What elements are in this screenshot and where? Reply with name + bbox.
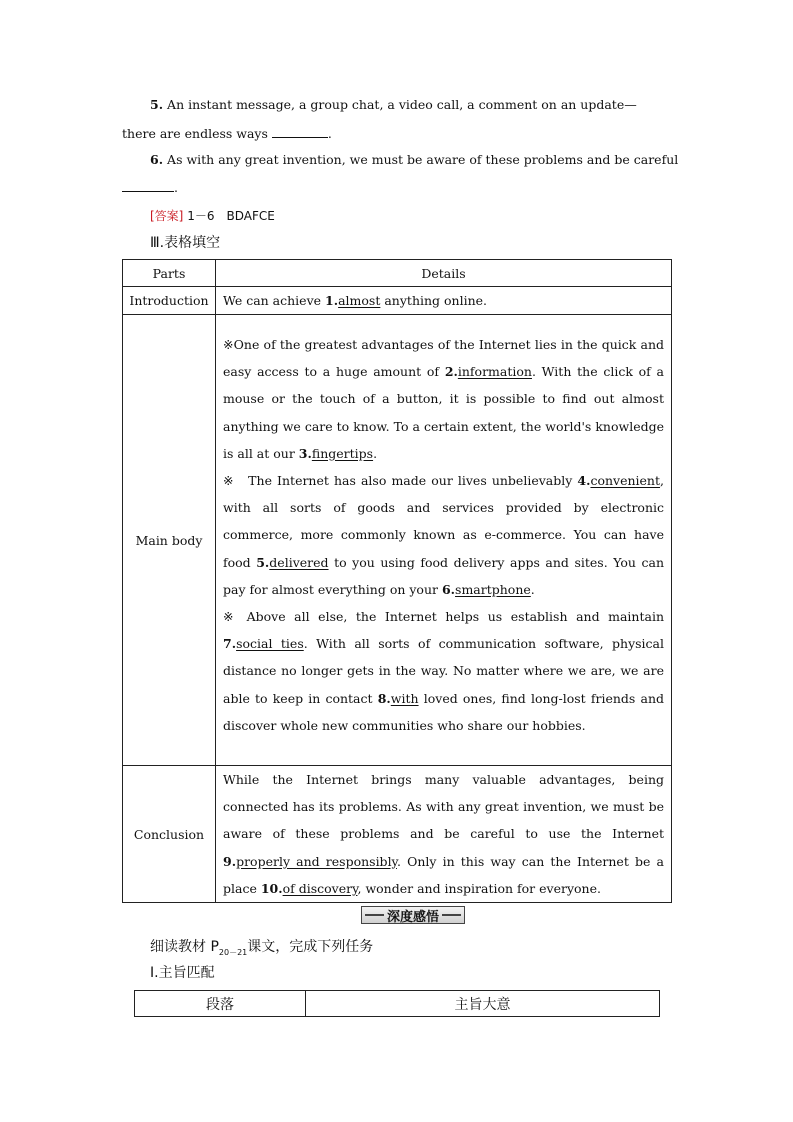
header-parts: Parts	[123, 260, 216, 287]
filled-answer: fingertips	[311, 445, 374, 461]
row-details-main-body	[216, 315, 672, 766]
question-6-line-2: .	[122, 179, 178, 195]
header-paragraph: 段落	[135, 991, 306, 1017]
table-row-introduction	[123, 287, 672, 315]
section-heading-main-idea: Ⅰ.主旨匹配	[150, 965, 215, 981]
filled-answer: almost	[338, 293, 381, 308]
question-6-line-1: 6. As with any great invention, we must be aware of these problems and be careful	[150, 152, 679, 167]
filled-answer: with	[390, 690, 419, 706]
main-body-paragraph-1: ※One of the greatest advantages of the Internet lies in the quick and easy access to a huge amount of 2.information. With the click of a mouse or the touch of a button, it is possible to find out almost anything we care to know. To a certain extent, the world's knowledge is all at our 3.fingertips.	[223, 336, 664, 461]
section-banner-deep-understanding: 深度感悟	[361, 906, 465, 924]
question-5-line-2: there are endless ways .	[122, 126, 332, 141]
banner-bar-left	[365, 914, 384, 916]
header-main-idea: 主旨大意	[306, 991, 660, 1017]
banner-bar-right	[442, 914, 461, 916]
filled-answer: social ties	[236, 636, 304, 652]
table-row-conclusion	[123, 766, 672, 903]
answer-line: [答案] 1－6 BDAFCE	[150, 209, 275, 223]
filled-answer: delivered	[269, 554, 329, 570]
row-label-conclusion: Conclusion	[123, 766, 216, 903]
answer-blank	[272, 125, 328, 138]
row-label-introduction: Introduction	[123, 287, 216, 315]
filled-answer: properly and responsibly	[236, 853, 397, 869]
row-details-introduction: We can achieve 1.almost anything online.	[216, 287, 672, 315]
task-instruction: 细读教材 $P_{20-21}$课文，完成下列任务	[150, 939, 374, 957]
conclusion-paragraph: While the Internet brings many valuable advantages, being connected has its problems. As with any great invention, we must be aware of these problems and be careful to use the Internet 9.properly and responsibly. Only in this way can the Internet be a place 10.of discovery, wonder and inspiration for everyone.	[223, 772, 664, 896]
row-details-conclusion	[216, 766, 672, 903]
main-body-paragraph-2: ※ The Internet has also made our lives unbelievably 4.convenient, with all sorts of goods and services provided by electronic commerce, more commonly known as e-commerce. You can have food 5.delivered to you using food delivery apps and sites. You can pay for almost everything on your 6.smartphone.	[223, 472, 664, 597]
filled-answer: of discovery	[282, 880, 358, 896]
row-label-main-body: Main body	[123, 315, 216, 766]
main-body-paragraph-3: ※ Above all else, the Internet helps us establish and maintain 7.social ties. With all sorts of communication software, physical distance no longer gets in the way. No matter where we are, we are able to keep in contact 8.with loved ones, find long-lost friends and discover whole new communities who share our hobbies.	[223, 609, 665, 733]
table-row-main-body	[123, 315, 672, 766]
fill-in-table	[122, 259, 672, 903]
main-idea-table	[134, 990, 660, 1017]
header-details: Details	[216, 260, 672, 287]
section-heading-table-fill: Ⅲ.表格填空	[150, 235, 221, 251]
filled-answer: information	[457, 364, 532, 380]
question-5-line-1: 5. An instant message, a group chat, a video call, a comment on an update—	[150, 97, 637, 112]
answer-blank	[122, 179, 174, 192]
filled-answer: smartphone	[455, 581, 531, 597]
table-header-row	[123, 260, 672, 287]
table-header-row	[135, 991, 660, 1017]
filled-answer: convenient	[590, 472, 661, 488]
